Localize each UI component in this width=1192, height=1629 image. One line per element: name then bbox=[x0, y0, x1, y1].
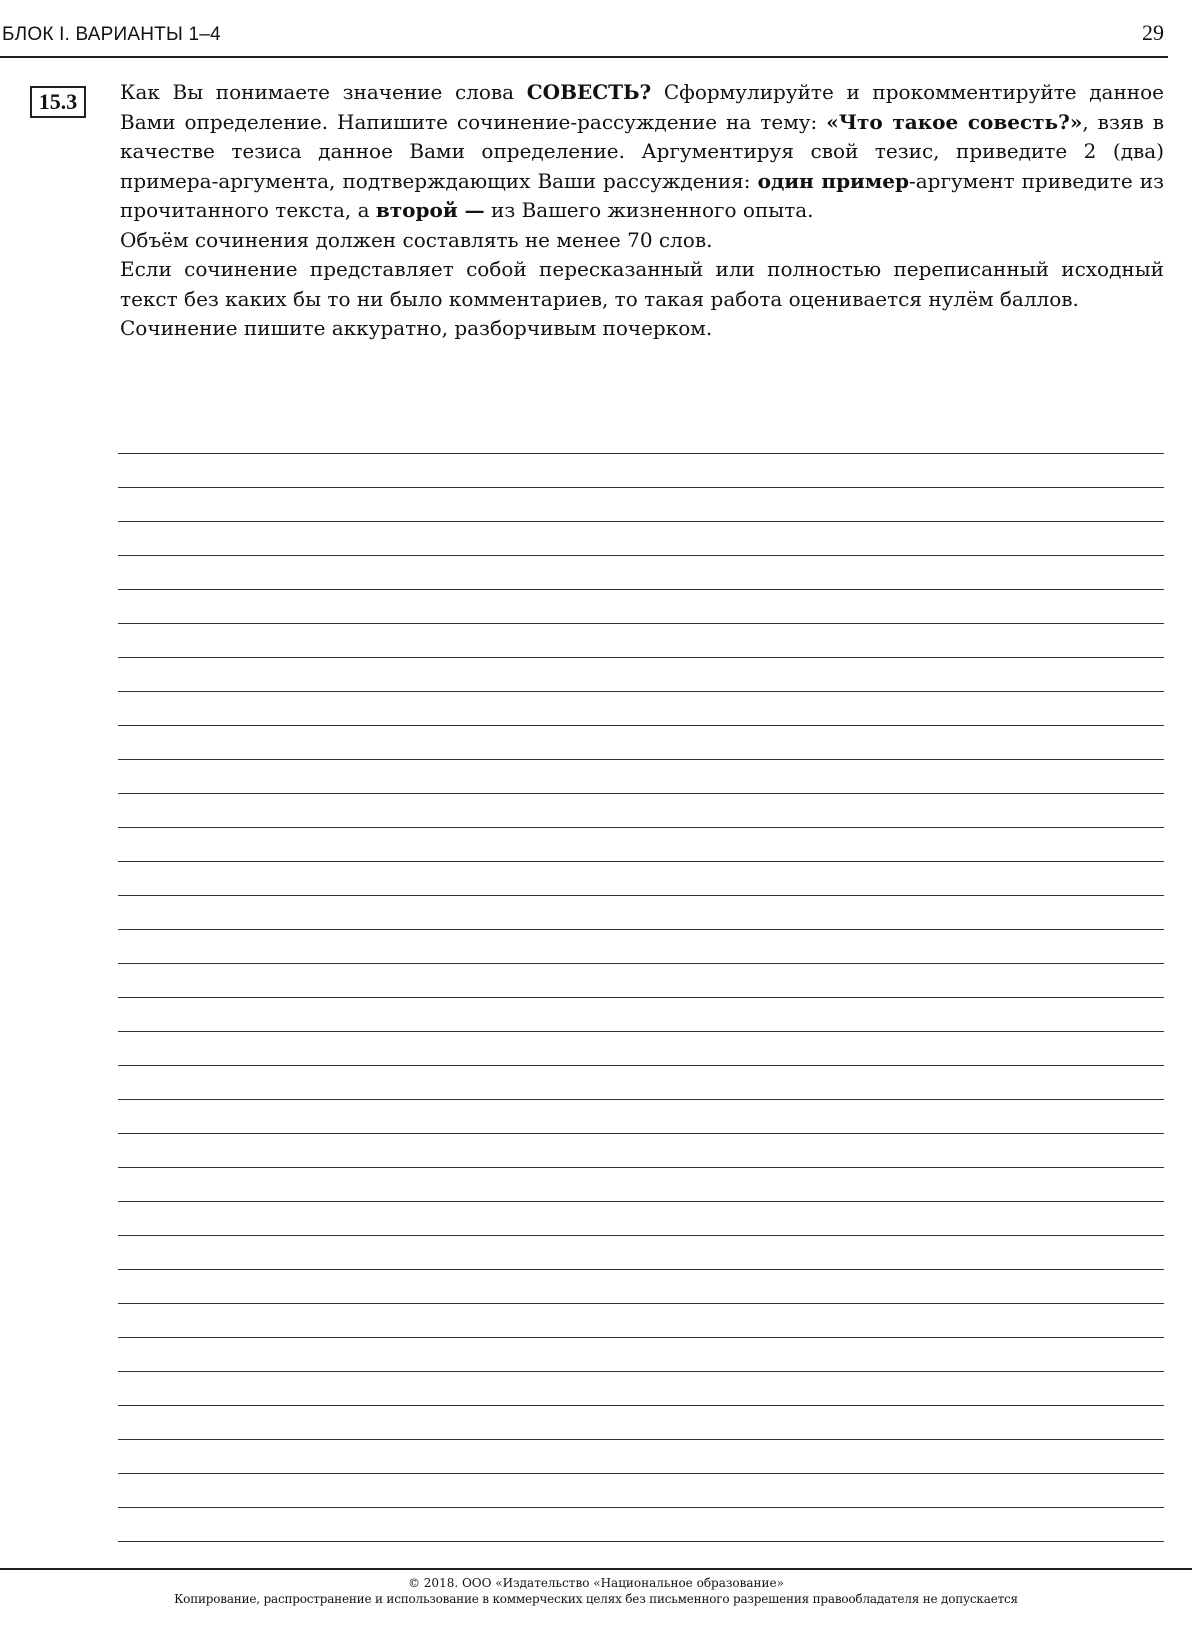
writing-line[interactable] bbox=[118, 964, 1164, 998]
page-number: 29 bbox=[1142, 20, 1164, 45]
writing-line[interactable] bbox=[118, 1474, 1164, 1508]
writing-line[interactable] bbox=[118, 454, 1164, 488]
writing-line[interactable] bbox=[118, 896, 1164, 930]
writing-line[interactable] bbox=[118, 420, 1164, 454]
keyword-sovest: СОВЕСТЬ? bbox=[526, 80, 652, 104]
text-segment: из Вашего жизненного опыта. bbox=[484, 198, 814, 222]
writing-line[interactable] bbox=[118, 828, 1164, 862]
essay-topic: «Что такое совесть?» bbox=[826, 109, 1083, 134]
emphasis-second-example: второй — bbox=[375, 198, 485, 222]
writing-line[interactable] bbox=[118, 726, 1164, 760]
writing-line[interactable] bbox=[118, 1372, 1164, 1406]
instruction-word-count: Объём сочинения должен составлять не менее 70 слов. bbox=[120, 227, 713, 252]
text-segment: Сформулируйте и прокомментируйте данное Вами определение. Напишите сочинение-рассуждение на тему: bbox=[120, 80, 1164, 134]
instruction-handwriting: Сочинение пишите аккуратно, разборчивым почерком. bbox=[120, 316, 713, 340]
text-segment: -аргумент приведите из прочитанного текста, а bbox=[120, 168, 1165, 222]
instruction-paragraph-main bbox=[120, 78, 1164, 226]
writing-line[interactable] bbox=[118, 692, 1164, 726]
writing-line[interactable] bbox=[118, 1100, 1164, 1134]
writing-line[interactable] bbox=[118, 1202, 1164, 1236]
writing-line[interactable] bbox=[118, 794, 1164, 828]
footer-notice: Копирование, распространение и использование в коммерческих целях без письменного разрешения правообладателя не допускается bbox=[174, 1592, 1018, 1606]
writing-line[interactable] bbox=[118, 930, 1164, 964]
writing-line[interactable] bbox=[118, 1134, 1164, 1168]
writing-line[interactable] bbox=[118, 590, 1164, 624]
writing-line[interactable] bbox=[118, 1236, 1164, 1270]
writing-line[interactable] bbox=[118, 1406, 1164, 1440]
page-header bbox=[0, 18, 1168, 58]
writing-line[interactable] bbox=[118, 658, 1164, 692]
writing-line[interactable] bbox=[118, 1440, 1164, 1474]
writing-line[interactable] bbox=[118, 1508, 1164, 1542]
task-instructions bbox=[120, 78, 1164, 344]
writing-line[interactable] bbox=[118, 1168, 1164, 1202]
instruction-scoring-rule: Если сочинение представляет собой пересказанный или полностью переписанный исходный текст без каких бы то ни было комментариев, то такая работа оценивается нулём баллов. bbox=[120, 257, 1164, 311]
writing-line[interactable] bbox=[118, 522, 1164, 556]
page-footer bbox=[0, 1568, 1192, 1606]
writing-line[interactable] bbox=[118, 1270, 1164, 1304]
writing-line[interactable] bbox=[118, 998, 1164, 1032]
writing-line[interactable] bbox=[118, 1338, 1164, 1372]
writing-line[interactable] bbox=[118, 1066, 1164, 1100]
writing-line[interactable] bbox=[118, 760, 1164, 794]
text-segment: Как Вы понимаете значение слова bbox=[120, 80, 527, 104]
writing-line[interactable] bbox=[118, 862, 1164, 896]
writing-line[interactable] bbox=[118, 624, 1164, 658]
text-segment: , взяв в качестве тезиса данное Вами определение. Аргументируя свой тезис, приведите 2 (два) примера-аргумента, подтверждающих Ваши рассуждения: bbox=[120, 109, 1164, 193]
header-title: БЛОК I. ВАРИАНТЫ 1–4 bbox=[2, 24, 221, 45]
emphasis-first-example: один пример bbox=[757, 168, 909, 193]
footer-copyright: © 2018. ООО «Издательство «Национальное образование» bbox=[407, 1576, 784, 1590]
writing-line[interactable] bbox=[118, 488, 1164, 522]
task-number-box: 15.3 bbox=[30, 86, 86, 118]
writing-line[interactable] bbox=[118, 556, 1164, 590]
writing-line[interactable] bbox=[118, 1304, 1164, 1338]
writing-line[interactable] bbox=[118, 1032, 1164, 1066]
answer-lines[interactable] bbox=[118, 420, 1164, 1542]
